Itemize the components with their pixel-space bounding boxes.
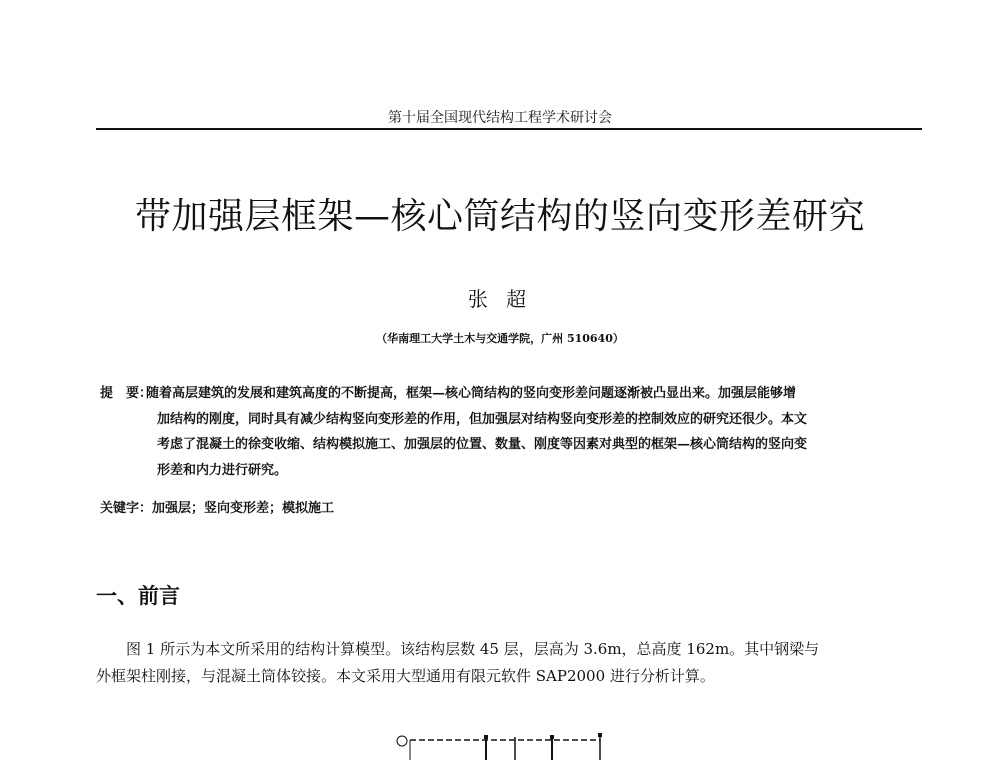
section-heading: 一、前言 xyxy=(96,584,180,608)
intro-paragraph xyxy=(96,636,926,690)
abstract-line: 随着高层建筑的发展和建筑高度的不断提高，框架—核心筒结构的竖向变形差问题逐渐被凸显出来。加强层能够增 xyxy=(146,386,797,401)
axis-marker-icon xyxy=(397,736,407,746)
running-header: 第十届全国现代结构工程学术研讨会 xyxy=(388,110,612,126)
keywords-label: 关键字： xyxy=(100,501,153,516)
keywords xyxy=(100,497,334,516)
intro-line: 图 1 所示为本文所采用的结构计算模型。该结构层数 45 层，层高为 3.6m，总高度 162m。其中钢梁与 xyxy=(126,640,820,658)
abstract-body xyxy=(146,381,920,483)
structure-model-figure xyxy=(390,730,620,760)
paper-title: 带加强层框架—核心筒结构的竖向变形差研究 xyxy=(134,196,865,237)
abstract xyxy=(100,381,920,483)
abstract-line: 形差和内力进行研究。 xyxy=(157,462,288,478)
keywords-text: 加强层；竖向变形差；模拟施工 xyxy=(152,501,335,516)
author-affiliation: （华南理工大学土木与交通学院，广州 510640） xyxy=(376,332,624,345)
abstract-line: 考虑了混凝土的徐变收缩、结构模拟施工、加强层的位置、数量、刚度等因素对典型的框架—核心筒结构的竖向变 xyxy=(157,437,808,452)
abstract-label: 提 要： xyxy=(100,386,153,401)
abstract-line: 加结构的刚度，同时具有减少结构竖向变形差的作用，但加强层对结构竖向变形差的控制效应的研究还很少。本文 xyxy=(157,411,808,427)
header-rule xyxy=(96,128,922,130)
intro-line: 外框架柱刚接，与混凝土筒体铰接。本文采用大型通用有限元软件 SAP2000 进行分析计算。 xyxy=(96,667,715,685)
author-name: 张 超 xyxy=(467,287,533,311)
